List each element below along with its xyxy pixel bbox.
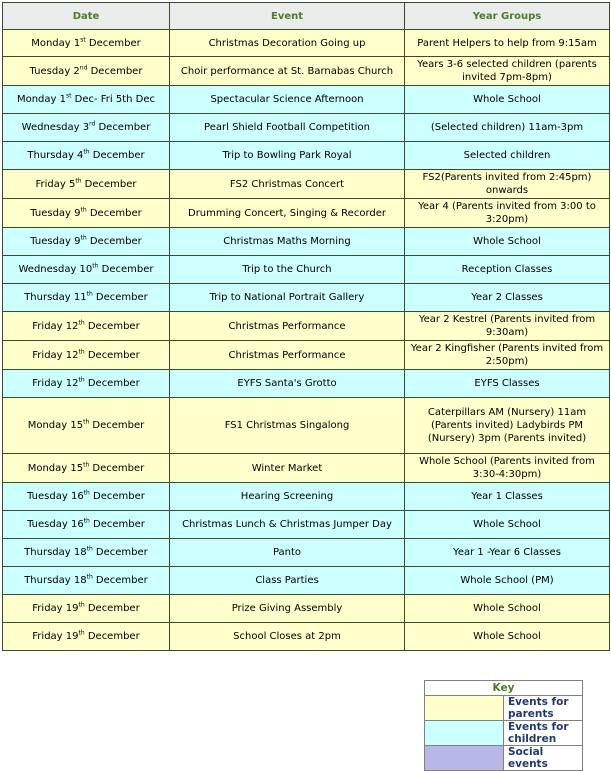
date-month: December <box>92 547 148 558</box>
event-cell: FS2 Christmas Concert <box>170 170 405 199</box>
table-row <box>3 30 610 57</box>
date-text: Tuesday 2 <box>29 65 80 77</box>
year-groups-cell: Selected children <box>405 142 610 170</box>
event-cell: Christmas Performance <box>170 312 405 341</box>
date-month: December <box>84 631 140 642</box>
date-month: December <box>84 320 140 332</box>
event-cell: Christmas Maths Morning <box>170 228 405 256</box>
events-table <box>2 2 610 651</box>
key-label-social: Social events <box>504 746 583 771</box>
date-month: December <box>92 292 148 303</box>
key-title: Key <box>425 681 583 696</box>
table-row <box>3 199 610 228</box>
date-text: Tuesday 9 <box>30 236 81 247</box>
date-cell <box>3 539 170 567</box>
year-groups-cell: Parent Helpers to help from 9:15am <box>405 30 610 57</box>
table-row <box>3 228 610 256</box>
date-text: Monday 1 <box>31 37 81 49</box>
event-cell: Winter Market <box>170 454 405 483</box>
date-text: Wednesday 3 <box>21 122 90 133</box>
date-month: December <box>89 150 145 161</box>
table-row <box>3 567 610 595</box>
date-text: Tuesday 16 <box>27 491 84 502</box>
year-groups-cell: Whole School (Parents invited from 3:30-4:30pm) <box>405 454 610 483</box>
date-ordinal: th <box>75 177 82 185</box>
date-text: Friday 19 <box>32 631 79 642</box>
table-row <box>3 86 610 114</box>
date-ordinal: st <box>80 36 86 44</box>
table-row <box>3 114 610 142</box>
date-ordinal: th <box>83 148 90 156</box>
table-row <box>3 539 610 567</box>
table-row <box>3 312 610 341</box>
year-groups-cell: Whole School <box>405 86 610 114</box>
year-groups-cell: Whole School <box>405 595 610 623</box>
date-month: December <box>81 178 137 190</box>
date-text: Monday 15 <box>27 420 84 431</box>
date-cell <box>3 595 170 623</box>
date-month: December <box>89 462 145 474</box>
date-cell <box>3 57 170 86</box>
date-month: December <box>85 37 141 49</box>
event-cell: Trip to Bowling Park Royal <box>170 142 405 170</box>
date-ordinal: st <box>65 92 72 100</box>
date-text: Wednesday 10 <box>18 264 93 275</box>
date-cell <box>3 454 170 483</box>
date-cell <box>3 170 170 199</box>
event-cell: Trip to National Portrait Gallery <box>170 284 405 312</box>
year-groups-cell: Whole School <box>405 623 610 651</box>
table-row <box>3 57 610 86</box>
date-month: December <box>86 207 142 219</box>
year-groups-cell: EYFS Classes <box>405 370 610 398</box>
date-month: December <box>89 519 145 530</box>
date-month: December <box>89 420 145 431</box>
date-cell <box>3 567 170 595</box>
date-cell <box>3 114 170 142</box>
key-label-parents: Events for parents <box>504 696 583 721</box>
date-month: December <box>92 575 148 586</box>
event-cell: Drumming Concert, Singing & Recorder <box>170 199 405 228</box>
date-cell <box>3 86 170 114</box>
date-ordinal: th <box>78 601 85 609</box>
date-month: Dec- Fri 5th Dec <box>71 94 156 105</box>
date-cell <box>3 228 170 256</box>
table-row <box>3 341 610 370</box>
event-cell: School Closes at 2pm <box>170 623 405 651</box>
header-date: Date <box>3 3 170 30</box>
date-text: Thursday 11 <box>24 292 87 303</box>
year-groups-cell: (Selected children) 11am-3pm <box>405 114 610 142</box>
date-ordinal: th <box>86 545 93 553</box>
year-groups-cell: Years 3-6 selected children (parents invited 7pm-8pm) <box>405 57 610 86</box>
date-ordinal: th <box>92 262 99 270</box>
date-month: December <box>98 264 154 275</box>
date-text: Friday 5 <box>35 178 76 190</box>
date-ordinal: th <box>83 517 90 525</box>
date-text: Tuesday 9 <box>30 207 81 219</box>
table-row <box>3 595 610 623</box>
year-groups-cell: Year 2 Kestrel (Parents invited from 9:30am) <box>405 312 610 341</box>
date-ordinal: th <box>78 376 85 384</box>
event-cell: EYFS Santa's Grotto <box>170 370 405 398</box>
date-month: December <box>84 378 140 389</box>
event-cell: Christmas Decoration Going up <box>170 30 405 57</box>
date-text: Friday 12 <box>32 320 79 332</box>
event-cell: Prize Giving Assembly <box>170 595 405 623</box>
date-ordinal: th <box>78 319 85 327</box>
table-row <box>3 454 610 483</box>
event-cell: Choir performance at St. Barnabas Church <box>170 57 405 86</box>
date-text: Tuesday 16 <box>27 519 84 530</box>
date-ordinal: th <box>78 629 85 637</box>
table-row <box>3 170 610 199</box>
year-groups-cell: Caterpillars AM (Nursery) 11am (Parents invited) Ladybirds PM (Nursery) 3pm (Parents invited) <box>405 398 610 454</box>
table-row <box>3 623 610 651</box>
table-row <box>3 284 610 312</box>
date-month: December <box>95 122 151 133</box>
date-month: December <box>89 491 145 502</box>
date-cell <box>3 312 170 341</box>
event-cell: FS1 Christmas Singalong <box>170 398 405 454</box>
date-month: December <box>87 65 143 77</box>
date-cell <box>3 284 170 312</box>
event-cell: Panto <box>170 539 405 567</box>
date-cell <box>3 370 170 398</box>
event-cell: Hearing Screening <box>170 483 405 511</box>
date-month: December <box>84 603 140 614</box>
date-ordinal: th <box>86 290 93 298</box>
date-cell <box>3 256 170 284</box>
event-cell: Spectacular Science Afternoon <box>170 86 405 114</box>
date-month: December <box>84 349 140 361</box>
event-cell: Class Parties <box>170 567 405 595</box>
year-groups-cell: Year 1 Classes <box>405 483 610 511</box>
key-swatch-children <box>425 721 504 746</box>
year-groups-cell: Whole School (PM) <box>405 567 610 595</box>
date-ordinal: nd <box>79 64 88 72</box>
table-row <box>3 483 610 511</box>
date-text: Thursday 4 <box>27 150 84 161</box>
event-cell: Trip to the Church <box>170 256 405 284</box>
date-cell <box>3 341 170 370</box>
event-cell: Christmas Performance <box>170 341 405 370</box>
date-ordinal: th <box>80 234 87 242</box>
table-row <box>3 511 610 539</box>
table-row <box>3 142 610 170</box>
date-cell <box>3 398 170 454</box>
date-text: Friday 12 <box>32 349 79 361</box>
table-row <box>3 370 610 398</box>
date-text: Friday 12 <box>32 378 79 389</box>
date-ordinal: th <box>86 573 93 581</box>
table-row <box>3 256 610 284</box>
date-cell <box>3 623 170 651</box>
date-ordinal: th <box>83 461 90 469</box>
header-year-groups: Year Groups <box>405 3 610 30</box>
date-text: Thursday 18 <box>24 547 87 558</box>
date-ordinal: rd <box>89 120 96 128</box>
date-text: Monday 1 <box>16 94 66 105</box>
date-text: Thursday 18 <box>24 575 87 586</box>
date-cell <box>3 142 170 170</box>
key-swatch-parents <box>425 696 504 721</box>
year-groups-cell: Year 4 (Parents invited from 3:00 to 3:20pm) <box>405 199 610 228</box>
key-legend <box>424 680 583 771</box>
date-text: Friday 19 <box>32 603 79 614</box>
date-cell <box>3 483 170 511</box>
header-row <box>3 3 610 30</box>
date-ordinal: th <box>78 348 85 356</box>
year-groups-cell: Year 2 Classes <box>405 284 610 312</box>
key-label-children: Events for children <box>504 721 583 746</box>
year-groups-cell: Whole School <box>405 228 610 256</box>
year-groups-cell: Year 2 Kingfisher (Parents invited from 2:50pm) <box>405 341 610 370</box>
date-ordinal: th <box>83 418 90 426</box>
header-event: Event <box>170 3 405 30</box>
date-ordinal: th <box>80 206 87 214</box>
date-ordinal: th <box>83 489 90 497</box>
year-groups-cell: Reception Classes <box>405 256 610 284</box>
year-groups-cell: Year 1 -Year 6 Classes <box>405 539 610 567</box>
date-cell <box>3 511 170 539</box>
key-swatch-social <box>425 746 504 771</box>
event-cell: Pearl Shield Football Competition <box>170 114 405 142</box>
year-groups-cell: FS2(Parents invited from 2:45pm) onwards <box>405 170 610 199</box>
date-cell <box>3 199 170 228</box>
event-cell: Christmas Lunch & Christmas Jumper Day <box>170 511 405 539</box>
year-groups-cell: Whole School <box>405 511 610 539</box>
date-text: Monday 15 <box>27 462 84 474</box>
date-month: December <box>86 236 142 247</box>
table-row <box>3 398 610 454</box>
date-cell <box>3 30 170 57</box>
